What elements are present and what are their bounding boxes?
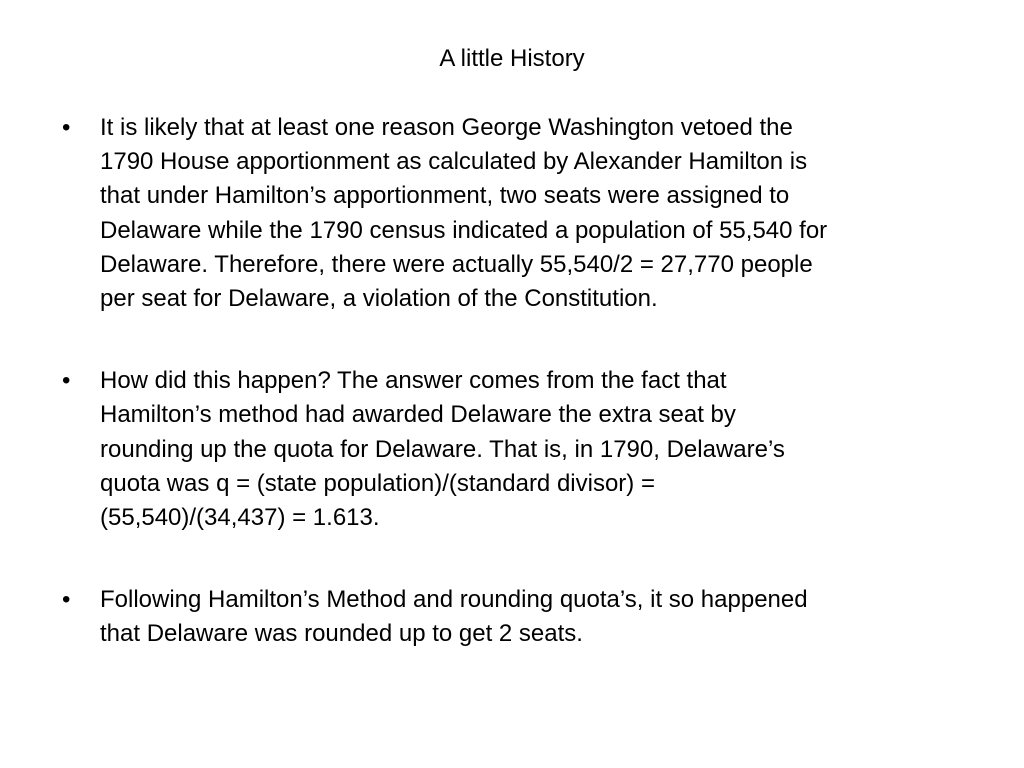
bullet-point-icon: •	[62, 586, 71, 614]
bullet-item-1	[62, 111, 972, 316]
bullet-point-icon: •	[62, 367, 71, 395]
bullet-line: It is likely that at least one reason George Washington vetoed the	[100, 114, 793, 141]
bullet-line: Delaware. Therefore, there were actually 55,540/2 = 27,770 people	[100, 250, 813, 278]
bullet-line: Following Hamilton’s Method and rounding quota’s, it so happened	[100, 586, 808, 614]
bullet-item-2	[62, 364, 972, 535]
bullet-line: 1790 House apportionment as calculated by Alexander Hamilton is	[100, 148, 808, 176]
bullet-line: that under Hamilton’s apportionment, two seats were assigned to	[100, 182, 790, 210]
bullet-line: (55,540)/(34,437) = 1.613.	[100, 504, 380, 532]
bullet-item-3	[62, 583, 972, 651]
bullet-line: Hamilton’s method had awarded Delaware the extra seat by	[100, 401, 736, 429]
bullet-line: quota was q = (state population)/(standard divisor) =	[100, 469, 655, 497]
bullet-point-icon: •	[62, 114, 71, 141]
bullet-line: How did this happen? The answer comes from the fact that	[100, 367, 727, 395]
bullet-list	[62, 111, 972, 700]
slide-title: A little History	[439, 45, 585, 72]
bullet-line: that Delaware was rounded up to get 2 seats.	[100, 620, 583, 648]
bullet-line: per seat for Delaware, a violation of the Constitution.	[100, 285, 658, 313]
bullet-line: rounding up the quota for Delaware. That is, in 1790, Delaware’s	[100, 435, 785, 463]
bullet-line: Delaware while the 1790 census indicated a population of 55,540 for	[100, 216, 828, 244]
